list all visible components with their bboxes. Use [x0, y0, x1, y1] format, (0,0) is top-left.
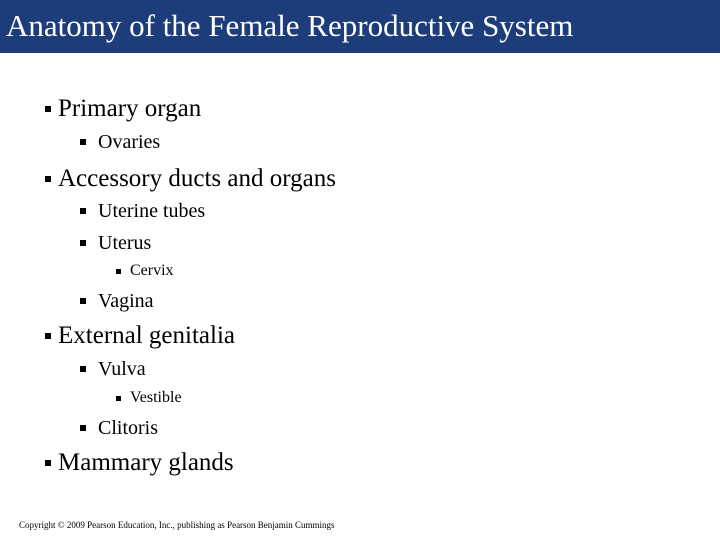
- bullet-text: Primary organ: [58, 95, 202, 122]
- bullet-text: Ovaries: [98, 131, 161, 153]
- square-bullet-icon: [45, 333, 51, 339]
- bullet-cervix: [116, 261, 174, 281]
- bullet-uterus: [80, 231, 151, 255]
- bullet-primary-organ: [45, 94, 201, 124]
- square-bullet-icon: [80, 208, 86, 214]
- bullet-text: Uterus: [98, 232, 152, 254]
- bullet-vestible: [116, 388, 182, 408]
- bullet-text: Vagina: [98, 290, 154, 312]
- copyright-footer: Copyright © 2009 Pearson Education, Inc., publishing as Pearson Benjamin Cummings: [19, 520, 335, 530]
- bullet-text: Accessory ducts and organs: [58, 165, 336, 192]
- bullet-text: Vulva: [98, 358, 146, 380]
- square-bullet-icon: [116, 396, 121, 401]
- bullet-text: Vestible: [130, 389, 182, 406]
- square-bullet-icon: [45, 106, 51, 112]
- bullet-ovaries: [80, 130, 160, 154]
- title-bar: [0, 0, 720, 53]
- bullet-external-genitalia: [45, 321, 235, 351]
- bullet-text: Cervix: [130, 262, 174, 279]
- bullet-mammary-glands: [45, 448, 234, 478]
- bullet-uterine-tubes: [80, 199, 205, 223]
- square-bullet-icon: [80, 298, 86, 304]
- slide-title: Anatomy of the Female Reproductive System: [6, 8, 574, 43]
- bullet-vulva: [80, 357, 146, 381]
- bullet-text: Mammary glands: [58, 449, 234, 476]
- bullet-text: Uterine tubes: [98, 200, 206, 222]
- square-bullet-icon: [80, 139, 86, 145]
- square-bullet-icon: [116, 269, 121, 274]
- square-bullet-icon: [45, 176, 51, 182]
- square-bullet-icon: [45, 460, 51, 466]
- square-bullet-icon: [80, 425, 86, 431]
- bullet-accessory-ducts: [45, 164, 336, 194]
- bullet-clitoris: [80, 416, 158, 440]
- bullet-vagina: [80, 289, 154, 313]
- bullet-text: External genitalia: [58, 322, 236, 349]
- square-bullet-icon: [80, 366, 86, 372]
- square-bullet-icon: [80, 240, 86, 246]
- bullet-text: Clitoris: [98, 417, 159, 439]
